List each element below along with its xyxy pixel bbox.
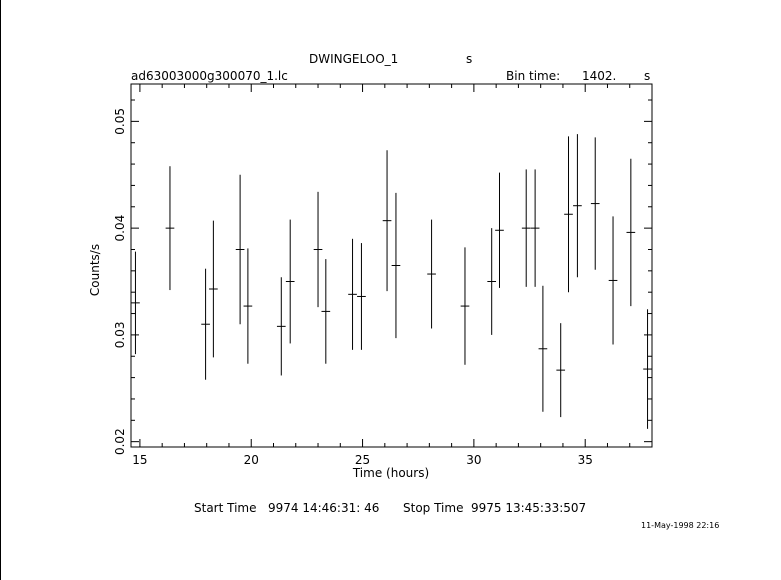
data-point	[392, 193, 401, 338]
data-point	[236, 175, 245, 324]
object-unit: s	[466, 52, 473, 66]
stop-time-value: 9975 13:45:33:507	[471, 501, 587, 515]
x-axis-label: Time (hours)	[352, 466, 430, 480]
data-point	[427, 220, 436, 329]
x-tick-label: 20	[243, 453, 259, 467]
data-point	[314, 192, 323, 307]
y-axis-label: Counts/s	[88, 243, 102, 297]
start-time-value: 9974 14:46:31: 46	[268, 501, 380, 515]
data-point	[357, 243, 366, 350]
data-point	[244, 248, 253, 363]
x-tick-label: 15	[132, 453, 148, 467]
data-point	[591, 137, 600, 269]
data-point	[522, 169, 531, 286]
object-name: DWINGELOO_1	[309, 52, 399, 66]
data-point	[286, 220, 295, 344]
data-point	[609, 216, 618, 344]
data-point	[573, 134, 582, 277]
data-point	[495, 173, 504, 288]
data-point	[564, 136, 573, 292]
y-tick-label: 0.04	[113, 214, 127, 242]
data-point	[201, 269, 210, 380]
file-name: ad63003000g300070_1.lc	[131, 69, 288, 83]
data-point	[321, 259, 330, 364]
x-tick-labels	[132, 453, 593, 467]
data-point	[643, 309, 652, 429]
data-point	[487, 228, 496, 335]
data-point	[539, 286, 548, 412]
data-point	[209, 221, 218, 358]
start-time-label: Start Time	[194, 501, 257, 515]
y-tick-labels	[113, 108, 127, 455]
y-tick-label: 0.03	[113, 321, 127, 349]
data-point	[277, 277, 286, 375]
x-tick-label: 25	[354, 453, 371, 467]
axis-ticks	[131, 84, 652, 447]
data-point	[383, 150, 392, 291]
plot-frame	[131, 84, 652, 447]
y-tick-label: 0.05	[113, 108, 127, 135]
x-tick-label: 35	[577, 453, 593, 467]
data-point	[461, 247, 470, 364]
data-point	[131, 252, 140, 354]
data-point	[166, 166, 175, 290]
bin-time-unit: s	[644, 69, 651, 83]
data-point	[348, 239, 357, 350]
data-point	[556, 323, 565, 417]
data-point	[627, 159, 636, 306]
y-tick-label: 0.02	[113, 428, 127, 456]
stop-time-label: Stop Time	[403, 501, 464, 515]
data-points	[131, 134, 652, 429]
x-tick-label: 30	[466, 453, 482, 467]
bin-time-label: Bin time:	[506, 69, 561, 83]
bin-time-value: 1402.	[582, 69, 617, 83]
data-point	[531, 169, 540, 286]
plot-timestamp: 11-May-1998 22:16	[641, 521, 720, 530]
